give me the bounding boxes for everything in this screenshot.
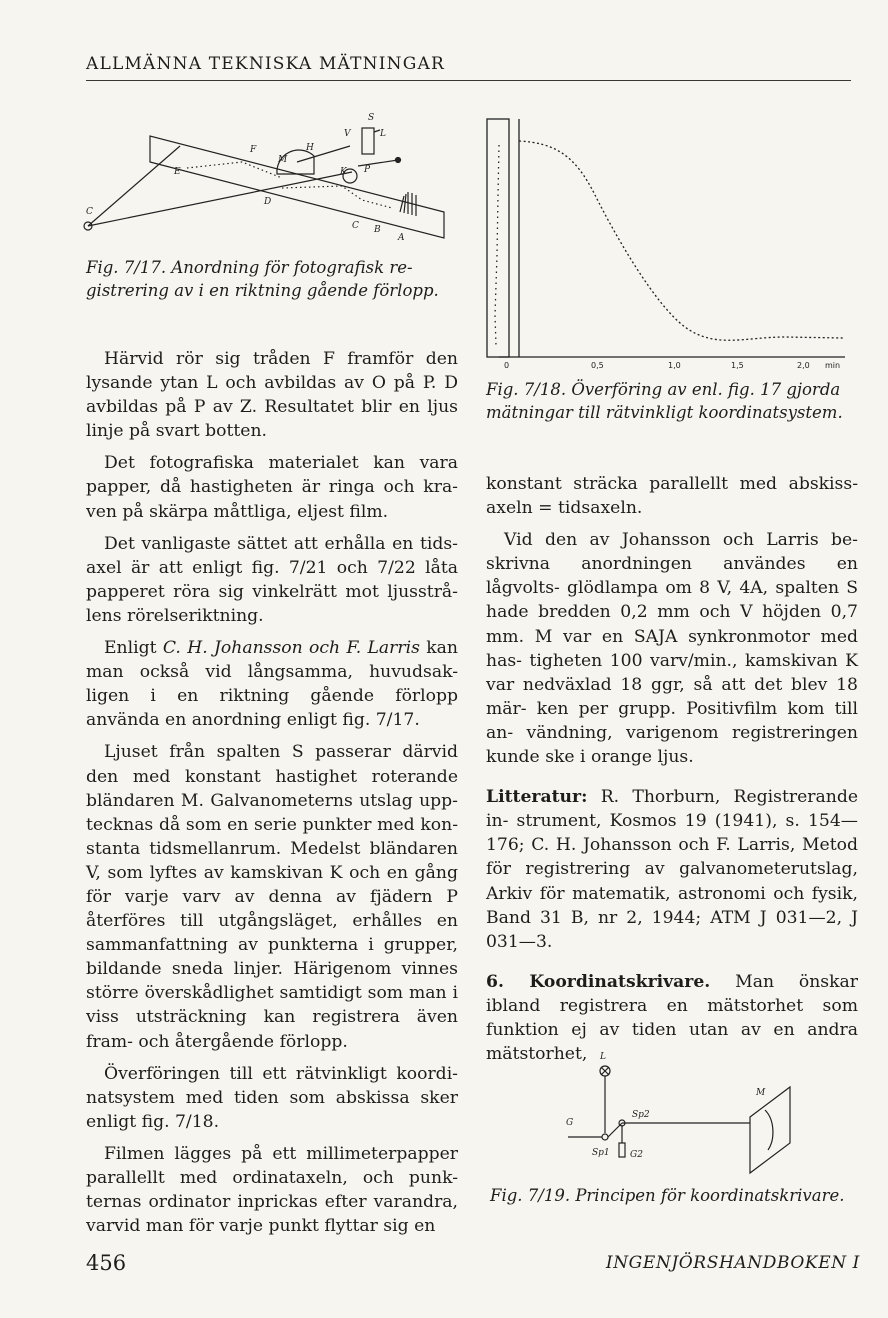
left-paragraph-5: Ljuset från spalten S passerar därvid den med konstant hastighet roterande bländaren M. Galvanometerns utslag upp- tecknas då som en serie punkter med kon- stanta tidsmellanrum. Medelst bländaren V, som lyftes av kamskivan K och en gång för varje varv av denna av fjädern P återföres till utgångsläget, erhålles en sammanfattning av punkterna i grupper, bildande sneda linjer. Härigenom vinnes större överskådlighet samtidigt som man i viss utsträckning kan registrera även fram- och återgående förlopp.: [86, 742, 458, 1052]
p4-authors: C. H. Johansson och F. Larris: [162, 638, 420, 659]
section-6-text: Man önskar ibland registrera en mätstorhet som funktion ej av tiden utan av en andra mätstorhet,: [486, 971, 858, 1065]
literature-text: R. Thorburn, Registrerande in- strument, Kosmos 19 (1941), s. 154—176; C. H. Johansson och F. Larris, Metod för registrering av galvanometerutslag, Arkiv för matematik, astronomi och fysik, Band 31 B, nr 2, 1944; ATM J 031—2, J 031—3.: [486, 787, 858, 952]
fig18-ticks: [504, 361, 840, 370]
running-header: ALLMÄNNA TEKNISKA MÄTNINGAR: [86, 54, 445, 74]
fig17-label-a: A: [398, 233, 405, 243]
fig19-label-g2: G2: [630, 1150, 643, 1160]
fig18-x-unit: min: [825, 361, 841, 370]
fig18-tick-0-5: 0,5: [591, 361, 604, 370]
fig17-film-strip: [150, 136, 444, 238]
left-paragraph-7: Filmen lägges på ett millimeterpapper parallellt med ordinataxeln, och punk- ternas ordinator inprickas efter varandra, varvid man för varje punkt flyttar sig en: [86, 1143, 458, 1237]
literature-paragraph: [486, 785, 858, 954]
p4-lead: Enligt: [104, 638, 163, 659]
fig17-label-k: K: [340, 167, 347, 177]
fig19-label-l: L: [600, 1052, 606, 1062]
fig19-label-sp2: Sp2: [632, 1110, 650, 1120]
fig19-caption: Fig. 7/19. Principen för koordinatskrivare.: [490, 1186, 845, 1205]
fig19-label-sp1: Sp1: [592, 1148, 610, 1158]
right-column: [486, 472, 858, 1074]
fig17-label-s: S: [368, 113, 375, 123]
left-paragraph-4: [86, 636, 458, 732]
fig18-caption: Fig. 7/18. Överföring av enl. fig. 17 gjorda mätningar till rätvinkligt koordinatsystem.: [486, 380, 843, 422]
fig18-chart: [485, 115, 855, 375]
page-number: 456: [86, 1251, 127, 1275]
section-6-heading: 6. Koordinatskrivare.: [486, 971, 711, 992]
header-rule: [86, 80, 851, 81]
fig17-label-b: B: [374, 225, 381, 235]
fig17-label-c-source: C: [86, 207, 93, 217]
fig17-label-e: E: [174, 167, 181, 177]
fig18-tick-1-0: 1,0: [668, 361, 681, 370]
figure-7-19: [560, 1045, 800, 1175]
fig18-curve: [519, 141, 843, 340]
fig17-label-d: D: [264, 197, 272, 207]
literature-label: Litteratur:: [486, 787, 588, 808]
right-paragraph-2: Vid den av Johansson och Larris be- skrivna anordningen användes en lågvolts- glödlampa om 8 V, 4A, spalten S hade bredden 0,2 mm och V höjden 0,7 mm. M var en SAJA synkronmotor med has- tigheten 100 varv/min., kamskivan K var nedväxlad 18 ggr, så att det blev 18 mär- ken per grupp. Positivfilm kom till an- vändning, varigenom registreringen kunde ske i orange ljus.: [486, 530, 858, 768]
left-paragraph-3: Det vanligaste sättet att erhålla en tids- axel är att enligt fig. 7/21 och 7/22 låta papperet röra sig vinkelrätt mot ljusstrå- lens rörelseriktning.: [86, 533, 458, 626]
fig18-film-strip: [487, 119, 509, 357]
fig17-label-l: L: [380, 129, 386, 139]
fig19-drawing: [560, 1045, 800, 1175]
fig17-label-h: H: [306, 143, 314, 153]
fig17-label-c: C: [352, 221, 359, 231]
fig17-label-m: M: [278, 155, 288, 165]
fig19-mirror: [750, 1087, 790, 1173]
fig18-tick-2-0: 2,0: [797, 361, 810, 370]
left-paragraph-1: Härvid rör sig tråden F framför den lysande ytan L och avbildas av O på P. D avbildas på P av Z. Resultatet blir en ljus linje på svart botten.: [86, 349, 458, 442]
fig17-caption: Fig. 7/17. Anordning för fotografisk re- gistrering av i en riktning gående förlopp.: [86, 258, 439, 300]
fig18-tick-0: 0: [504, 361, 510, 370]
figure-7-17: [82, 100, 452, 245]
fig17-label-p: P: [364, 165, 371, 175]
book-title: INGENJÖRSHANDBOKEN I: [605, 1253, 860, 1273]
fig17-label-f: F: [250, 145, 257, 155]
fig17-drawing: [82, 100, 452, 245]
left-paragraph-2: Det fotografiska materialet kan vara papper, då hastigheten är ringa och kra- ven på skärpa måttliga, eljest film.: [86, 453, 458, 522]
fig19-label-g: G: [566, 1118, 574, 1128]
right-paragraph-1: konstant sträcka parallellt med abskiss- axeln = tidsaxeln.: [486, 474, 858, 519]
fig18-tick-1-5: 1,5: [731, 361, 744, 370]
fig19-label-m: M: [756, 1088, 766, 1098]
fig17-label-v: V: [344, 129, 351, 139]
left-paragraph-6: Överföringen till ett rätvinkligt koordi- natsystem med tiden som abskissa sker enligt fig. 7/18.: [86, 1063, 458, 1132]
left-column: [86, 347, 458, 1246]
p4-rest: kan man också vid långsamma, huvudsak- ligen i en riktning gående förlopp använda en anordning enligt fig. 7/17.: [86, 638, 459, 731]
figure-7-18: [485, 115, 855, 375]
